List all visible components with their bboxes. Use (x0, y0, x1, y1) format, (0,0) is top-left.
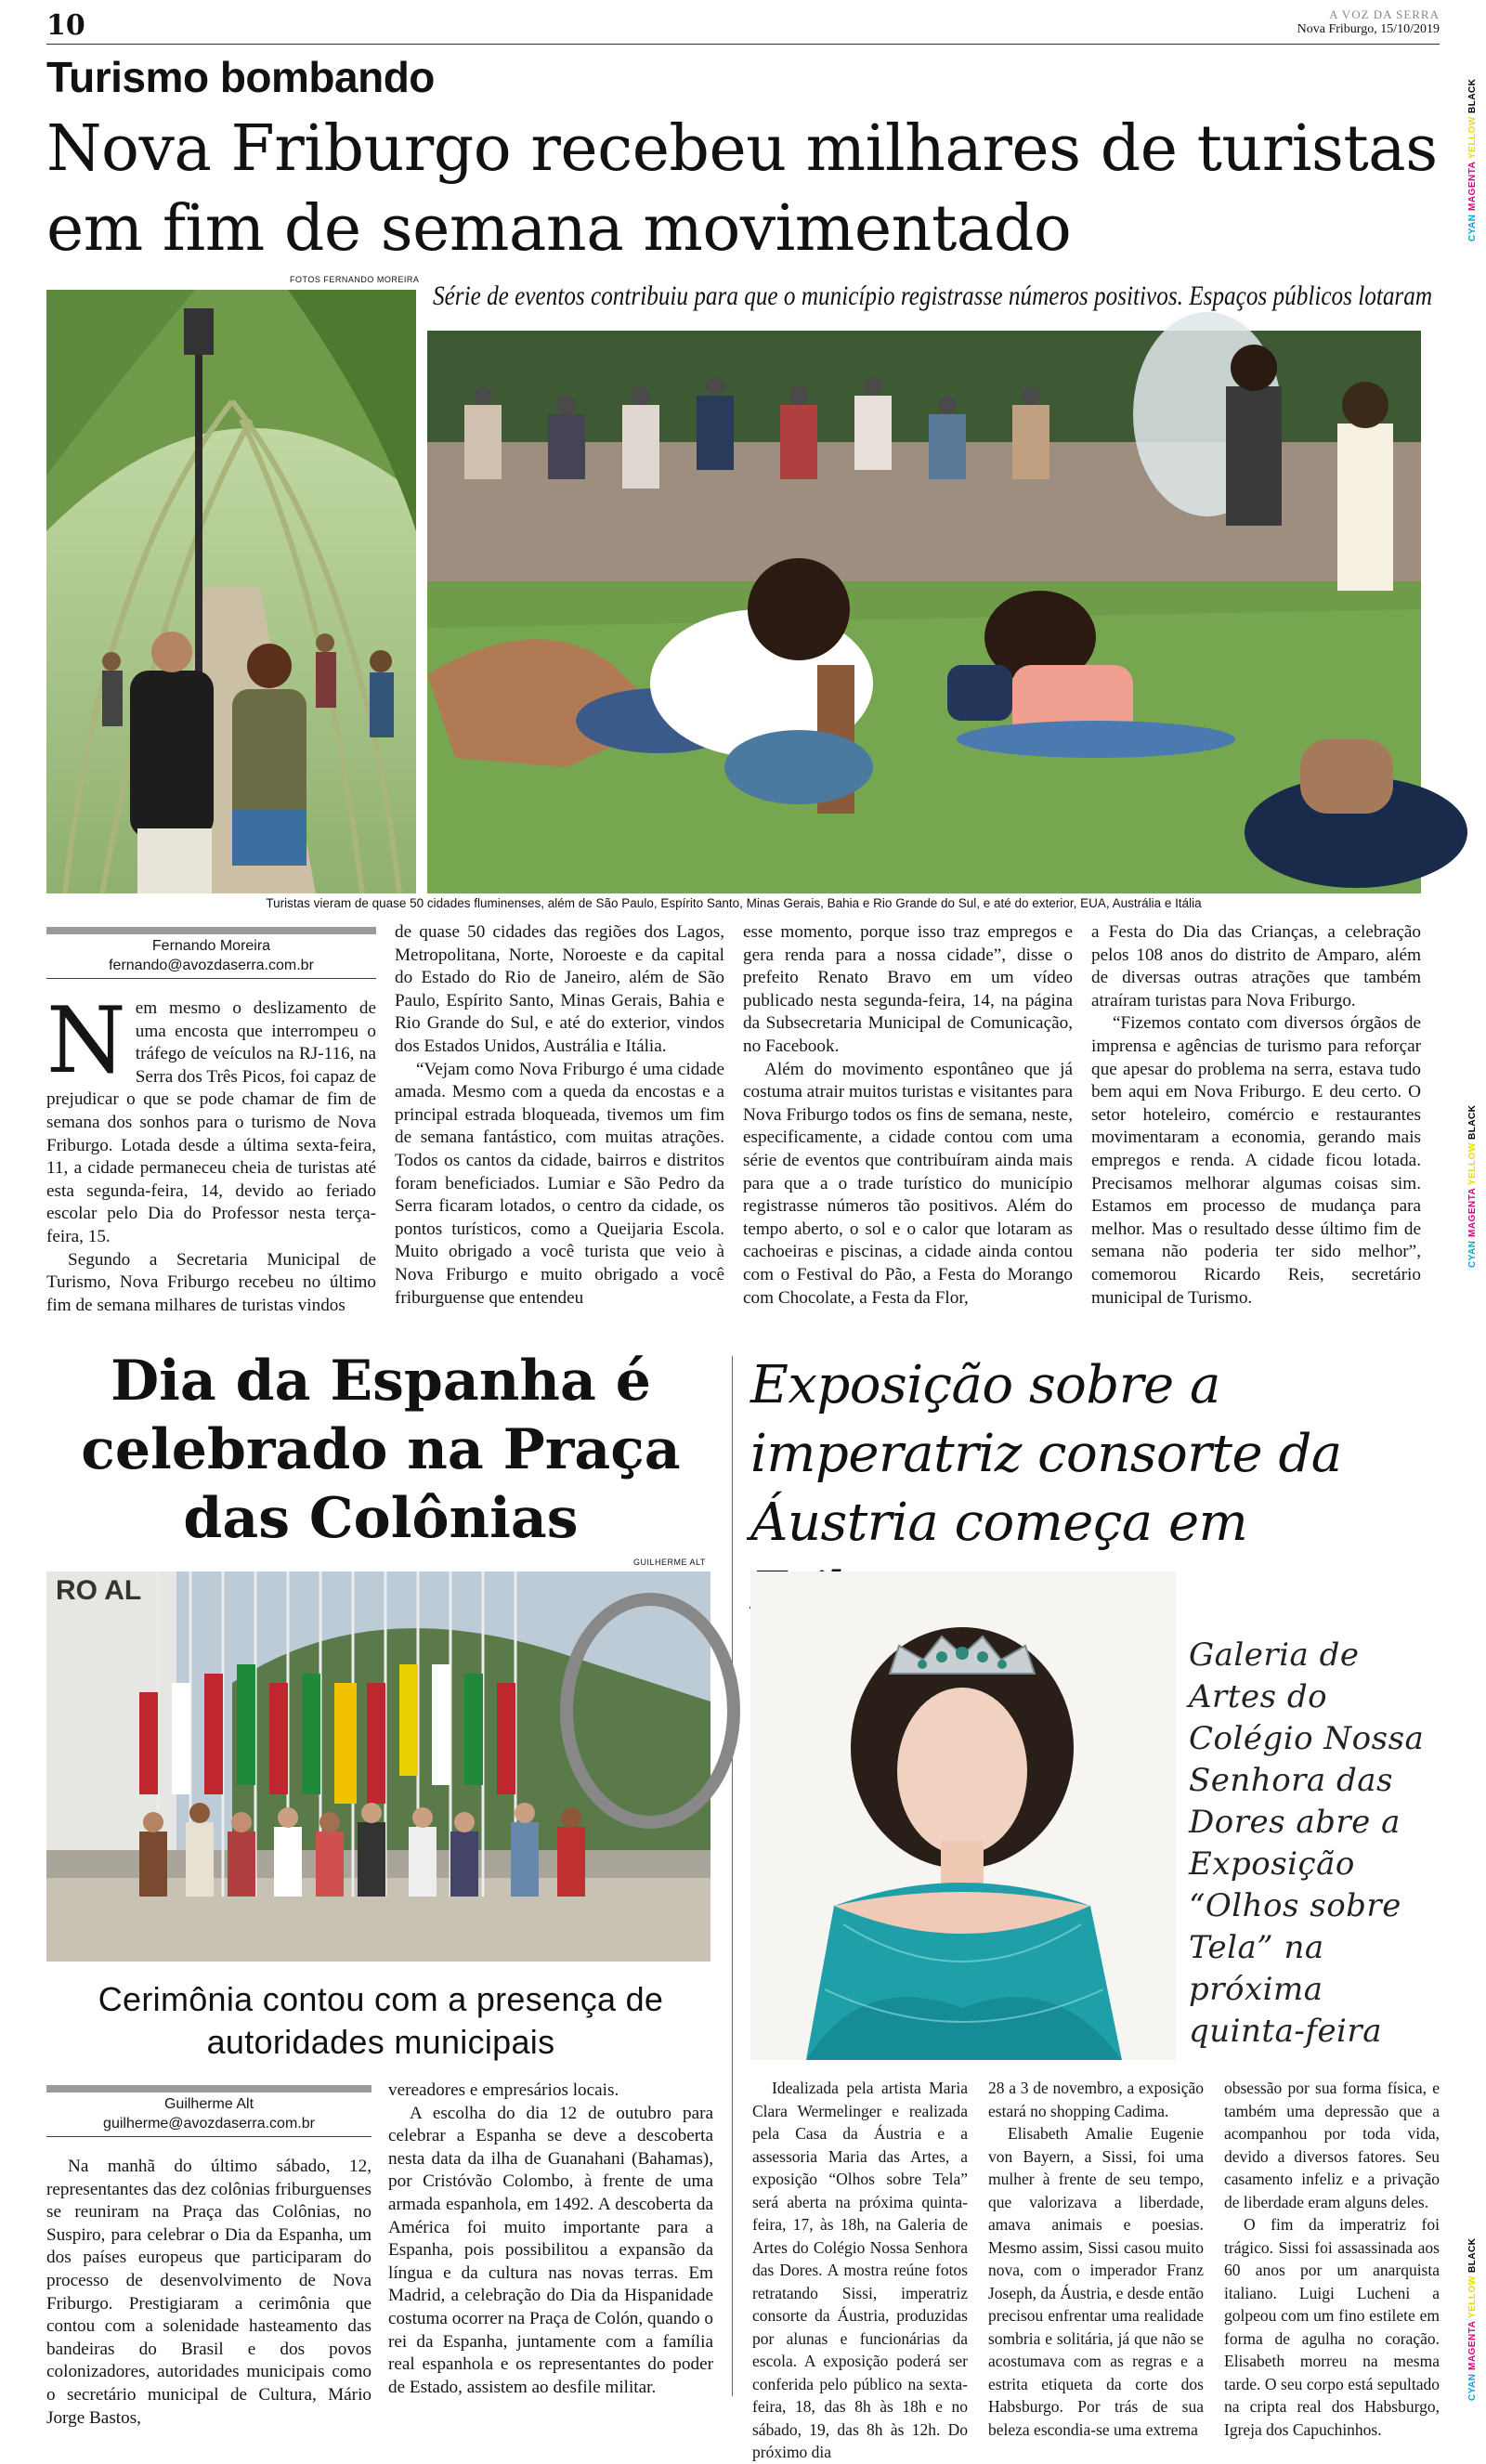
story1-email: fernando@avozdaserra.com.br (109, 958, 314, 973)
story1-col2-p1: de quase 50 cidades das regiões dos Lagos, Metropolitana, Norte, Noroeste e da capital do Estado do Rio de Janeiro, além de São Paulo, Espírito Santo, Minas Gerais, Bahia e Rio Grande do Sul, e até do exterior, vindos dos Estados Unidos, Austrália e Itália. (395, 922, 724, 1056)
story2-email: guilherme@avozdaserra.com.br (103, 2116, 315, 2132)
cmyk-yellow: YELLOW (1467, 115, 1478, 159)
story1-column-4 (1091, 921, 1421, 1310)
story1-col1-p2: Segundo a Secretaria Municipal de Turismo, Nova Friburgo recebeu no último fim de semana milhares de turistas vindos (46, 1249, 376, 1315)
tree-tunnel-photo (46, 290, 416, 893)
column-divider (732, 1356, 733, 2396)
cmyk-registration-mid (1467, 1091, 1482, 1268)
dropcap: N (46, 988, 126, 1094)
cmyk-magenta: MAGENTA (1467, 1187, 1478, 1238)
story3-col3-p1: obsessão por sua forma física, e também uma depressão que a acompanhou por toda vida, devido a diversos fatores. Seu casamento infeliz e a privação de liberdade eram alguns deles. (1224, 2079, 1440, 2211)
story1-col4-p2: “Fizemos contato com diversos órgãos de imprensa e agências de turismo para reforçar que apesar do problema na serra, estava tudo bem aqui em Nova Friburgo. E deu certo. O setor hoteleiro, comércio e restaurantes movimentaram a economia, gerando mais empregos e renda. A cidade ficou lotada. Precisamos melhorar algumas coisas sim. Estamos em processo de mudança para melhor. Mas o resultado desse último fim de semana não poderia ter sido melhor”, comemorou Ricardo Reis, secretário municipal de Turismo. (1091, 1013, 1421, 1308)
story2-col2-p2: A escolha do dia 12 de outubro para celebrar a Espanha se deve a descoberta nesta data da ilha de Guanahani (Bahamas), por Cristóvão Colombo, à frente de uma armada espanhola, em 1492. A descoberta da América foi muito importante para a Espanha, pois possibilitou a expansão da língua e da cultura nas novas terras. Em Madrid, a celebração do Dia da Hispanidade costuma ocorrer na Praça de Colón, quando o rei da Espanha, juntamente com a família real espanhola e os representantes do poder de Estado, assistem ao desfile militar. (388, 2103, 713, 2397)
dateline: Nova Friburgo, 15/10/2019 (1297, 22, 1440, 36)
story1-col3-p1: esse momento, porque isso traz empregos e gera renda para a nossa cidade”, disse o prefeito Renato Bravo em um vídeo publicado nesta segunda-feira, 14, na página da Subsecretaria Municipal de Comunicação, no Facebook. (743, 922, 1073, 1056)
cmyk-yellow: YELLOW (1467, 1141, 1478, 1185)
story2-col2-p1: vereadores e empresários locais. (388, 2080, 619, 2100)
story3-col1-p1: Idealizada pela artista Maria Clara Wermelinger e realizada pela Casa da Áustria e a assessoria Maria das Artes, a exposição “Olhos sobre Tela” será aberta na próxima quinta-feira, 17, às 18h, na Galeria de Artes do Colégio Nossa Senhora das Dores. A mostra reúne fotos retratando Sissi, imperatriz consorte da Áustria, produzidas por alunas e funcionárias da escola. A exposição poderá ser conferida pelo público na sexta-feira, 18, das 8h às 18h e no sábado, 19, das 8h às 12h. Do próximo dia (752, 2079, 968, 2461)
sissi-portrait-illustration (750, 1571, 1176, 2060)
tourists-lawn-illustration (427, 331, 1421, 893)
cmyk-cyan: CYAN (1467, 214, 1478, 241)
cmyk-registration-bottom (1467, 2210, 1482, 2401)
story1-column-1 (46, 927, 376, 1317)
tourists-lawn-photo (427, 331, 1421, 893)
page-number: 10 (46, 9, 85, 42)
story3-column-3 (1224, 2077, 1440, 2441)
story3-sidebar-text: Galeria de Artes do Colégio Nossa Senhora das Dores abre a Exposição “Olhos sobre Tela” na próxima quinta-feira (1189, 1636, 1425, 2050)
story3-col3-p2: O fim da imperatriz foi trágico. Sissi foi assassinada aos 60 anos por um anarquista italiano. Luigi Lucheni a golpeou com um fino estilete em forma de agulha no coração. Elisabeth morreu na mesma tarde. O seu corpo está sepultado na cripta real dos Habsburgo, Igreja dos Capuchinhos. (1224, 2215, 1440, 2439)
story1-author: Fernando Moreira (151, 938, 271, 954)
story1-caption: Turistas vieram de quase 50 cidades fluminenses, além de São Paulo, Espírito Santo, Minas Gerais, Bahia e Rio Grande do Sul, e até do exterior, EUA, Austrália e Itália (266, 896, 1202, 910)
story3-column-2 (988, 2077, 1204, 2441)
cmyk-black: BLACK (1467, 1104, 1478, 1140)
building-sign-text: RO AL (56, 1575, 142, 1606)
story2-col1-p1: Na manhã do último sábado, 12, representantes das dez colônias friburguenses se reuniram na Praça das Colônias, no Suspiro, para celebrar o Dia da Espanha, um dos países europeus que participaram do processo de desenvolvimento de Nova Friburgo. Prestigiaram a cerimônia que contou com a solenidade hasteamento das bandeiras do Brasil e dos povos colonizadores, autoridades municipais como o secretário municipal de Cultura, Mário Jorge Bastos, (46, 2157, 372, 2428)
cmyk-cyan: CYAN (1467, 1240, 1478, 1268)
story3-col2-p1: 28 a 3 de novembro, a exposição estará no shopping Cadima. (988, 2079, 1204, 2120)
cmyk-cyan: CYAN (1467, 2373, 1478, 2401)
story1-col1-p1 (46, 988, 376, 1249)
story1-col4-p1: a Festa do Dia das Crianças, a celebração pelos 108 anos do distrito de Amparo, além de diversas outras atrações que também atraíram turistas para Nova Friburgo. (1091, 922, 1421, 1010)
cmyk-magenta: MAGENTA (1467, 161, 1478, 212)
story1-headline: Nova Friburgo recebeu milhares de turistas em fim de semana movimentado (46, 112, 1438, 266)
story1-kicker: Turismo bombando (46, 53, 435, 101)
story3-col2-p2: Elisabeth Amalie Eugenie von Bayern, a Sissi, foi uma mulher à frente de seu tempo, que valorizava a liberdade, amava animais e poesias. Mesmo assim, Sissi casou muito nova, com o imperador Franz Joseph, da Áustria, e desde então precisou enfrentar uma realidade sombria e solitária, já que não se acostumava com as regras e a estrita etiqueta da corte dos Habsburgo. Por trás de sua beleza escondia-se uma extrema (988, 2124, 1204, 2439)
story2-headline: Dia da Espanha é celebrado na Praça das Colônias (81, 1349, 681, 1551)
story2-photo-credit: GUILHERME ALT (633, 1558, 706, 1567)
story3-column-1 (752, 2077, 968, 2464)
story3-headline: Exposição sobre a imperatriz consorte da Áustria começa em (750, 1355, 1342, 1553)
masthead: A VOZ DA SERRA (1329, 7, 1440, 21)
story1-column-2 (395, 921, 724, 1310)
story2-author: Guilherme Alt (163, 2096, 254, 2112)
story1-col2-p2: “Vejam como Nova Friburgo é uma cidade amada. Mesmo com a queda da encostas e a principal estrada bloqueada, tivemos um fim de semana fantástico, com muitas atrações. Todos os cantos da cidade, bairros e distritos foram beneficiados. Lumiar e São Pedro da Serra ficaram lotados, o centro da cidade, os pontos turísticos, como a Queijaria Escola. Muito obrigado a você turista que veio à Nova Friburgo e muito obrigado a você friburguense que entendeu (395, 1059, 724, 1308)
story1-photo-credit: FOTOS FERNANDO MOREIRA (290, 275, 420, 284)
cmyk-registration-top (1467, 37, 1482, 241)
story1-column-3 (743, 921, 1073, 1310)
page-header (46, 7, 1440, 45)
cmyk-magenta: MAGENTA (1467, 2320, 1478, 2371)
story2-byline (46, 2085, 372, 2137)
story1-byline (46, 927, 376, 979)
story1-col3-p2: Além do movimento espontâneo que já costuma atrair muitos turistas e visitantes para Nova Friburgo todos os fins de semana, neste, especificamente, a cidade contou com uma série de eventos que contribuíram ainda mais para que a o trade turístico do município registrasse números tão positivos. Além do tempo aberto, o sol e o calor que lotaram as cachoeiras e piscinas, a cidade ainda contou com o Festival do Pão, a Festa do Morango com Chocolate, a Festa da Flor, (743, 1059, 1073, 1308)
flags-ceremony-photo (46, 1571, 710, 1962)
cmyk-yellow: YELLOW (1467, 2275, 1478, 2318)
story2-column-2 (388, 2079, 713, 2399)
cmyk-black: BLACK (1467, 78, 1478, 113)
flags-ceremony-illustration (46, 1571, 710, 1962)
sissi-portrait-photo (750, 1571, 1176, 2060)
story2-column-1 (46, 2085, 372, 2430)
story1-col1-p1-text: em mesmo o deslizamento de uma encosta que interrompeu o tráfego de veículos na RJ-116, na Serra dos Três Picos, foi capaz de prejudicar o que se pode chamar de fim de semana dos sonhos para o turismo de Nova Friburgo. Lotada desde a última sexta-feira, 11, a cidade permaneceu cheia de turistas até esta segunda-feira, 14, devido ao feriado escolar pelo Dia do Professor nesta terça-feira, 15. (46, 998, 376, 1246)
cmyk-black: BLACK (1467, 2237, 1478, 2273)
story2-subhead: Cerimônia contou com a presença de autoridades municipais (98, 1980, 664, 2061)
tree-tunnel-illustration (46, 290, 416, 893)
story1-subhead: Série de eventos contribuiu para que o município registrasse números positivos. Espaços públicos lotaram (433, 280, 1433, 311)
